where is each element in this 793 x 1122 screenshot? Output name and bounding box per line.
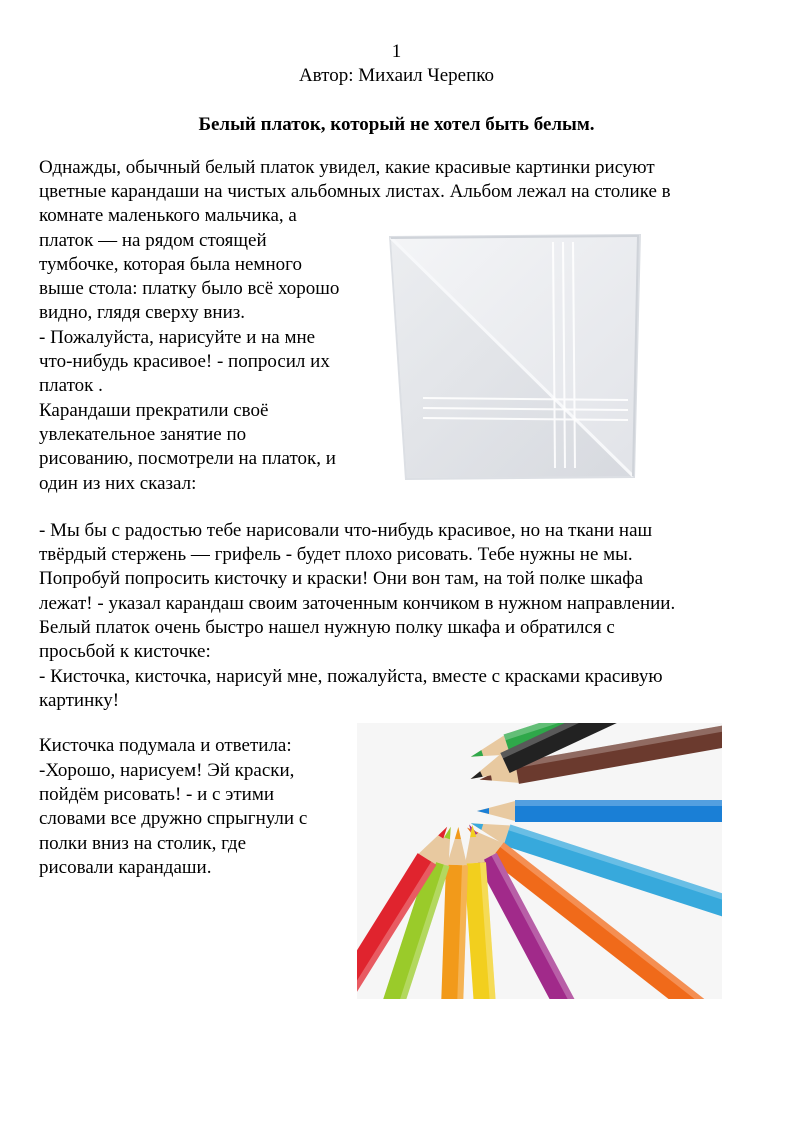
- text-line: пойдём рисовать! - и с этими: [39, 784, 275, 805]
- text-line: твёрдый стержень — грифель - будет плохо рисовать. Тебе нужны не мы.: [39, 544, 633, 565]
- text-line: лежат! - указал карандаш своим заточенным кончиком в нужном направлении.: [39, 593, 676, 614]
- text-line: комнате маленького мальчика, а: [39, 205, 297, 226]
- text-line: тумбочке, которая была немного: [39, 254, 302, 275]
- text-line: увлекательное занятие по: [39, 424, 247, 445]
- text-line: Кисточка подумала и ответила:: [39, 735, 292, 756]
- text-line: Попробуй попросить кисточку и краски! Они вон там, на той полке шкафа: [39, 568, 644, 589]
- author-line: Автор: Михаил Черепко: [298, 65, 495, 86]
- text-line: картинку!: [39, 690, 120, 711]
- text-line: - Кисточка, кисточка, нарисуй мне, пожалуйста, вместе с красками красивую: [39, 666, 663, 687]
- text-line: что-нибудь красивое! - попросил их: [39, 351, 330, 372]
- colored-pencils-photo: [357, 723, 722, 999]
- text-line: рисовали карандаши.: [39, 857, 212, 878]
- text-line: цветные карандаши на чистых альбомных листах. Альбом лежал на столике в: [39, 181, 671, 202]
- text-line: Белый платок очень быстро нашел нужную полку шкафа и обратился с: [39, 617, 615, 638]
- text-line: платок — на рядом стоящей: [39, 230, 267, 251]
- text-line: просьбой к кисточке:: [39, 641, 211, 662]
- text-line: полки вниз на столик, где: [39, 833, 247, 854]
- text-line: - Пожалуйста, нарисуйте и на мне: [39, 327, 316, 348]
- story-title: Белый платок, который не хотел быть белым.: [198, 114, 595, 135]
- page-number: 1: [391, 41, 402, 62]
- text-line: - Мы бы с радостью тебе нарисовали что-нибудь красивое, но на ткани наш: [39, 520, 653, 541]
- text-line: словами все дружно спрыгнули с: [39, 808, 308, 829]
- text-line: Однажды, обычный белый платок увидел, какие красивые картинки рисуют: [39, 157, 655, 178]
- text-line: выше стола: платку было всё хорошо: [39, 278, 340, 299]
- text-line: платок .: [39, 375, 103, 396]
- text-line: -Хорошо, нарисуем! Эй краски,: [39, 760, 295, 781]
- handkerchief-photo: [383, 228, 645, 486]
- text-line: рисованию, посмотрели на платок, и: [39, 448, 336, 469]
- text-line: видно, глядя сверху вниз.: [39, 302, 245, 323]
- text-line: Карандаши прекратили своё: [39, 400, 269, 421]
- text-line: один из них сказал:: [39, 473, 197, 494]
